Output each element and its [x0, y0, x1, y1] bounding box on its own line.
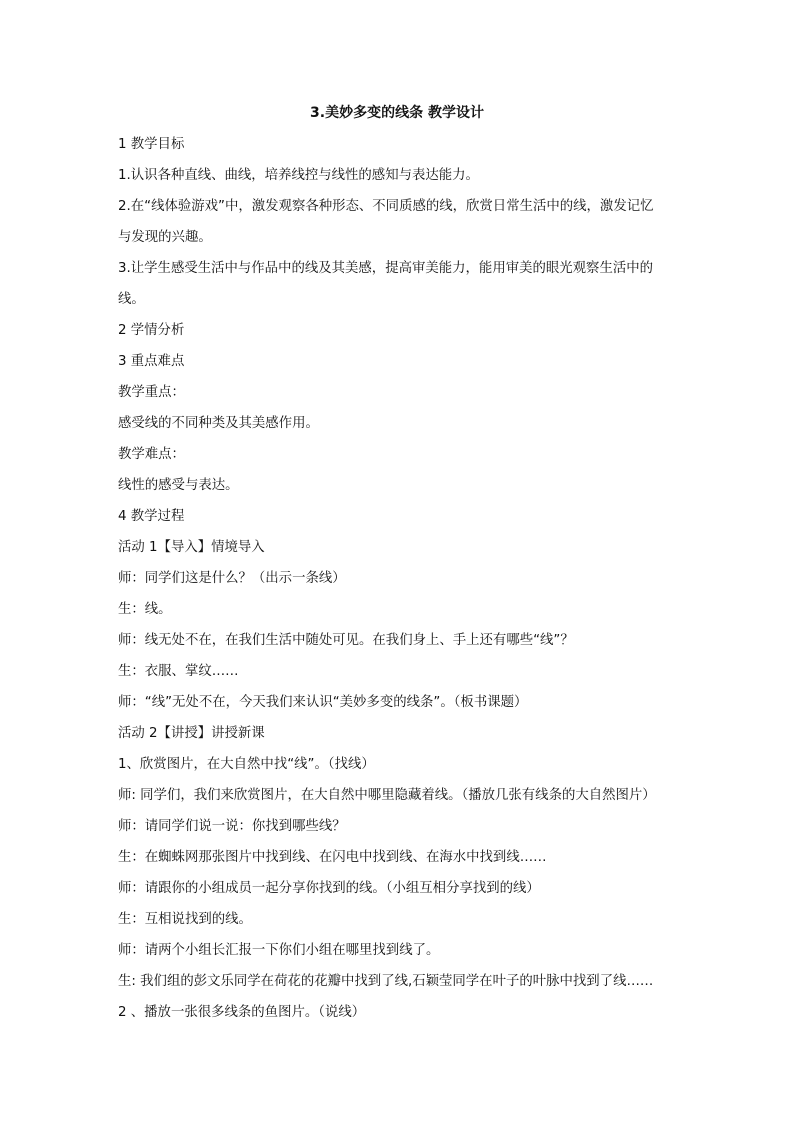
- paragraph-line: 1.认识各种直线、曲线，培养线控与线性的感知与表达能力。: [118, 168, 479, 183]
- paragraph-line: 教学重点：: [118, 385, 185, 400]
- paragraph-line: 线性的感受与表达。: [118, 478, 239, 493]
- dialogue-line: 师：“线”无处不在，今天我们来认识“美妙多变的线条”。（板书课题）: [118, 695, 528, 710]
- dialogue-line: 师: 同学们，我们来欣赏图片，在大自然中哪里隐藏着线。（播放几张有线条的大自然图片）: [118, 788, 656, 803]
- activity-heading: 活动 2【讲授】讲授新课: [118, 726, 265, 741]
- section-heading-analysis: 2 学情分析: [118, 323, 185, 338]
- paragraph-line: 线。: [118, 292, 145, 307]
- dialogue-line: 生：线。: [118, 602, 172, 617]
- dialogue-line: 师：请两个小组长汇报一下你们小组在哪里找到线了。: [118, 943, 440, 958]
- dialogue-line: 生：互相说找到的线。: [118, 912, 252, 927]
- paragraph-line: 3.让学生感受生活中与作品中的线及其美感，提高审美能力，能用审美的眼光观察生活中的: [118, 261, 654, 276]
- document-title: 3.美妙多变的线条 教学设计: [310, 105, 484, 121]
- section-heading-objectives: 1 教学目标: [118, 137, 185, 152]
- dialogue-line: 生: 我们组的彭文乐同学在荷花的花瓣中找到了线,石颖莹同学在叶子的叶脉中找到了线……: [118, 974, 654, 989]
- dialogue-line: 师：线无处不在，在我们生活中随处可见。在我们身上、手上还有哪些“线”？: [118, 633, 574, 648]
- paragraph-line: 感受线的不同种类及其美感作用。: [118, 416, 319, 431]
- dialogue-line: 师：请同学们说一说：你找到哪些线？: [118, 819, 346, 834]
- paragraph-line: 2.在“线体验游戏”中，激发观察各种形态、不同质感的线，欣赏日常生活中的线，激发记忆: [118, 199, 654, 214]
- section-heading-process: 4 教学过程: [118, 509, 185, 524]
- paragraph-line: 2 、播放一张很多线条的鱼图片。（说线）: [118, 1005, 366, 1020]
- paragraph-line: 与发现的兴趣。: [118, 230, 212, 245]
- activity-heading: 活动 1【导入】情境导入: [118, 540, 265, 555]
- dialogue-line: 生：衣服、掌纹……: [118, 664, 239, 679]
- dialogue-line: 师：请跟你的小组成员一起分享你找到的线。（小组互相分享找到的线）: [118, 881, 540, 896]
- dialogue-line: 生：在蜘蛛网那张图片中找到线、在闪电中找到线、在海水中找到线……: [118, 850, 547, 865]
- paragraph-line: 1、欣赏图片，在大自然中找“线”。（找线）: [118, 757, 375, 772]
- paragraph-line: 教学难点：: [118, 447, 185, 462]
- dialogue-line: 师：同学们这是什么？（出示一条线）: [118, 571, 346, 586]
- section-heading-key-points: 3 重点难点: [118, 354, 185, 369]
